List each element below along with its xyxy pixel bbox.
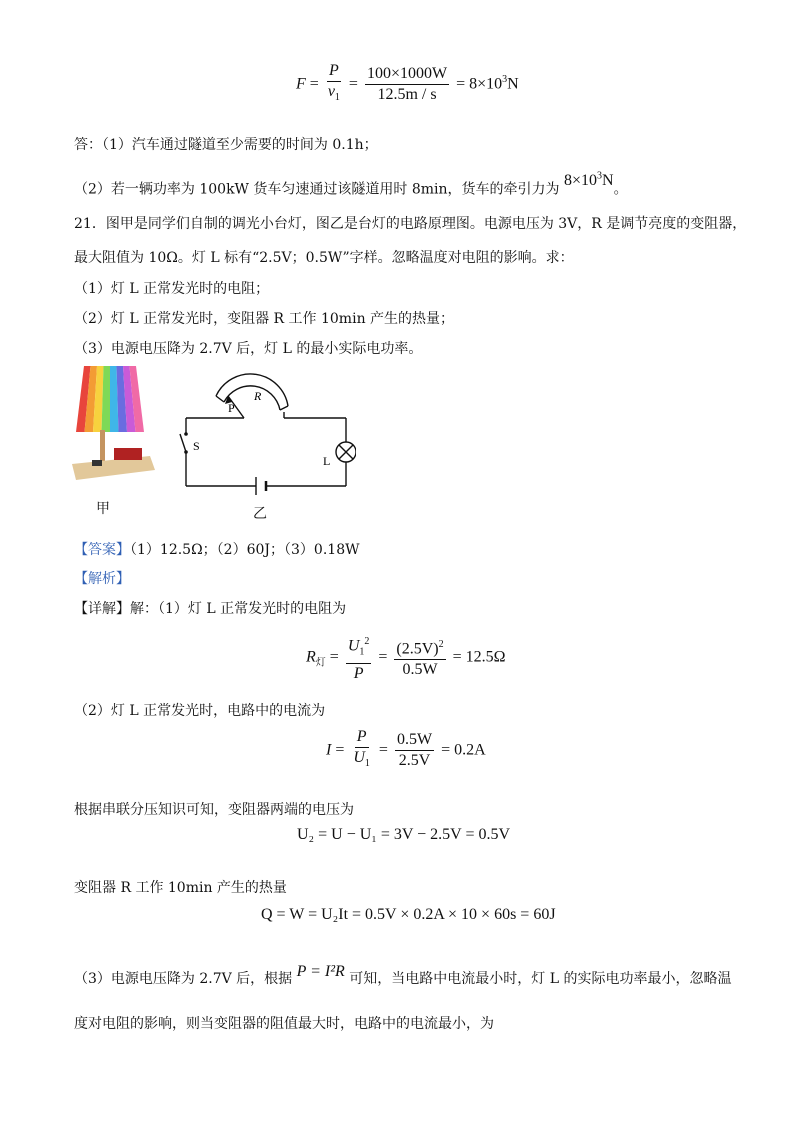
fraction-power-speed: $\frac{P}{v_1}$ — [327, 62, 340, 104]
lamp-photo — [70, 362, 160, 487]
force-formula: F = $\frac{P}{v_1}$ = $\frac{100\times 1000W}{12.5m / s}$ = $8\times 10^3N$ — [296, 62, 519, 107]
detail-intro: 【详解】解：（1）灯 L 正常发光时的电阻为 — [74, 601, 347, 617]
force-symbol: F — [296, 75, 306, 93]
switch-image — [92, 460, 102, 466]
power-formula: P = I²R — [296, 963, 345, 980]
question-21-part-2: （2）灯 L 正常发光时，变阻器 R 工作 10min 产生的热量； — [74, 311, 455, 327]
prev-answer-line-2: （2）若一辆功率为 100kW 货车匀速通过该隧道用时 8min，货车的牵引力为 $8\times 10^3N$。 — [74, 171, 628, 198]
label-P: P — [228, 401, 235, 415]
lamp-shade-image — [76, 366, 144, 432]
switch-lever — [180, 434, 186, 452]
resistance-equation: $R_灯$ = $\frac{U_1^2}{P}$ = $\frac{(2.5V)^2}{0.5W}$ = 12.5Ω — [306, 633, 506, 683]
circuit-diagram — [176, 362, 356, 502]
question-21-line-1: 21．图甲是同学们自制的调光小台灯，图乙是台灯的电路原理图。电源电压为 3V，R 是调节亮度的变阻器， — [74, 216, 747, 232]
answer-line — [74, 541, 360, 559]
detail-part-4: 变阻器 R 工作 10min 产生的热量 — [74, 880, 287, 896]
question-21-part-3: （3）电源电压降为 2.7V 后，灯 L 的最小实际电功率。 — [74, 341, 423, 357]
question-21-part-1: （1）灯 L 正常发光时的电阻； — [74, 281, 270, 297]
detail-part-2: （2）灯 L 正常发光时，电路中的电流为 — [74, 703, 326, 719]
detail-part-6: 度对电阻的影响，则当变阻器的阻值最大时，电路中的电流最小，为 — [74, 1016, 494, 1032]
prev-answer-line-1: 答：（1）汽车通过隧道至少需要的时间为 0.1h； — [74, 137, 378, 153]
battery-holder — [114, 448, 142, 460]
traction-force-value: $8\times 10^3N$ — [563, 171, 614, 190]
answer-text: （1）12.5Ω；（2）60J；（3）0.18W — [130, 542, 360, 558]
voltage-equation: U₂ = U − U₁ = 3V − 2.5V = 0.5V — [297, 826, 511, 843]
answer-tag: 【答案】 — [74, 542, 130, 558]
question-21-line-2: 最大阻值为 10Ω。灯 L 标有“2.5V；0.5W”字样。忽略温度对电阻的影响。求： — [74, 250, 574, 266]
current-equation: I = $\frac{P}{U_1}$ = $\frac{0.5W}{2.5V}$ = 0.2A — [326, 728, 486, 770]
photo-caption: 甲 — [96, 501, 110, 517]
detail-part-3: 根据串联分压知识可知，变阻器两端的电压为 — [74, 802, 354, 818]
detail-part-5: （3）电源电压降为 2.7V 后，根据 P = I²R 可知，当电路中电流最小时，灯 L 的实际电功率最小，忽略温 — [74, 963, 732, 987]
heat-equation: Q = W = U₂It = 0.5V × 0.2A × 10 × 60s = 60J — [261, 906, 556, 923]
circuit-caption: 乙 — [253, 506, 267, 522]
label-L: L — [323, 454, 331, 468]
detail-tag: 【详解】 — [74, 601, 130, 617]
label-R: R — [254, 389, 262, 403]
label-S: S — [193, 439, 200, 453]
fraction-values: $\frac{100\times 1000W}{12.5m / s}$ — [366, 65, 448, 104]
analysis-tag: 【解析】 — [74, 571, 130, 587]
